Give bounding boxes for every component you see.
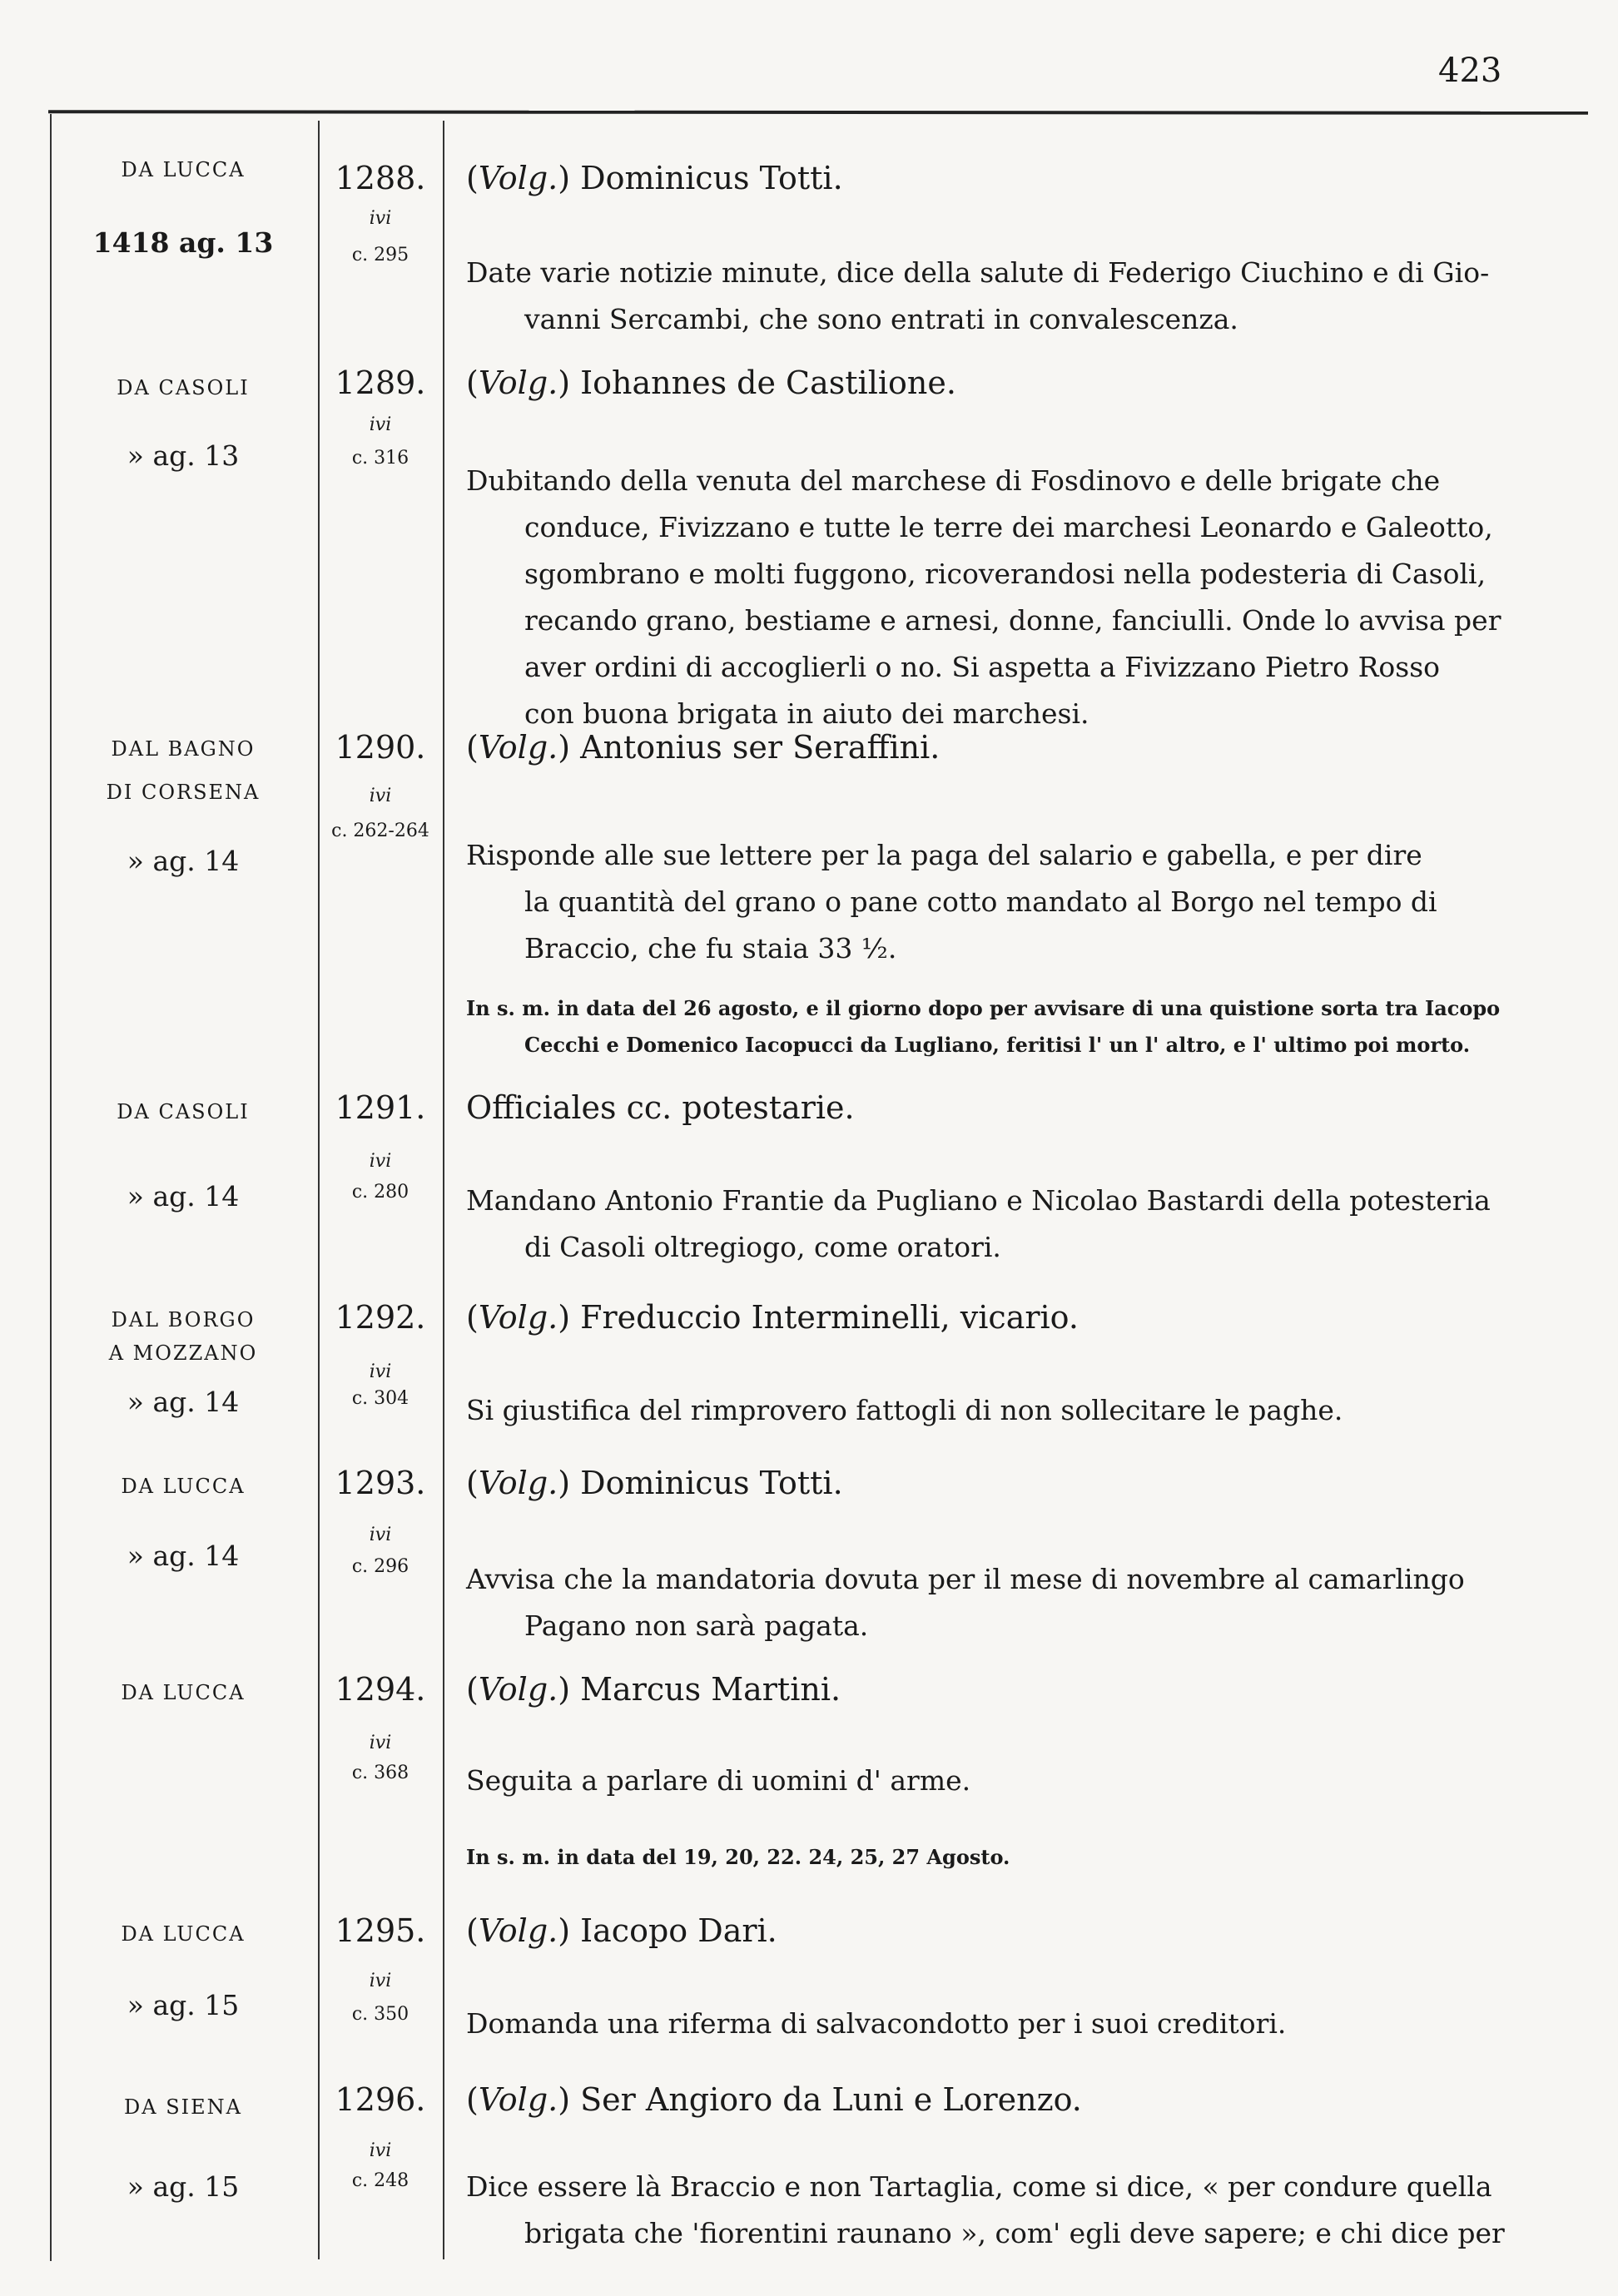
- paren-open: (: [466, 2081, 479, 2118]
- summary-line: conduce, Fivizzano e tutte le terre dei marchesi Leonardo e Galeotto,: [524, 511, 1493, 543]
- entry-ivi: ivi: [369, 2140, 392, 2161]
- volg-label: Volg.: [478, 1912, 558, 1949]
- entry-place: DI CORSENA: [106, 781, 261, 804]
- note-line: Cecchi e Domenico Iacopucci da Lugliano, feritisi l' un l' altro, e l' ultimo poi morto.: [524, 1033, 1471, 1057]
- entry-folio: c. 262-264: [331, 821, 429, 841]
- entry-title: [466, 1671, 841, 1708]
- entry-number: 1293.: [335, 1465, 426, 1501]
- volg-label: Volg.: [478, 2081, 558, 2118]
- entry-number: 1290.: [335, 729, 426, 766]
- paren-close: ): [558, 364, 581, 401]
- entry-summary: [466, 458, 1573, 737]
- entry-summary: [466, 1758, 1573, 1804]
- entry-ivi: ivi: [369, 1361, 392, 1382]
- summary-line: di Casoli oltregiogo, come oratori.: [524, 1231, 1001, 1263]
- entry-date: » ag. 14: [127, 1540, 240, 1572]
- page-number: 423: [1438, 52, 1502, 90]
- volg-label: Volg.: [478, 1671, 558, 1708]
- entry-summary: [466, 832, 1573, 972]
- entry-place: DAL BAGNO: [111, 737, 256, 761]
- summary-line: con buona brigata in aiuto dei marchesi.: [524, 697, 1089, 730]
- entry-number: 1296.: [335, 2081, 426, 2118]
- summary-line: Dice essere là Braccio e non Tartaglia, come si dice, « per condure quella: [466, 2170, 1492, 2203]
- entry-summary: [466, 1556, 1573, 1649]
- entry-author: Dominicus Totti.: [580, 1465, 843, 1501]
- entry-author: Iohannes de Castilione.: [580, 364, 956, 401]
- entry-number: 1291.: [335, 1089, 426, 1126]
- summary-line: Mandano Antonio Frantie da Pugliano e Nicolao Bastardi della potesteria: [466, 1184, 1491, 1217]
- entry-title: [466, 729, 940, 766]
- entry-author: Marcus Martini.: [580, 1671, 841, 1708]
- entry-summary: [466, 1178, 1573, 1271]
- entry-date: » ag. 15: [127, 1989, 240, 2021]
- summary-line: Dubitando della venuta del marchese di Fosdinovo e delle brigate che: [466, 464, 1441, 497]
- entry-place: A MOZZANO: [108, 1341, 258, 1365]
- entry-summary: [466, 2164, 1573, 2257]
- paren-close: ): [558, 1671, 581, 1708]
- entry-author: Officiales cc. potestarie.: [466, 1089, 855, 1126]
- entry-date: » ag. 15: [127, 2170, 240, 2203]
- entry-place: DAL BORGO: [111, 1308, 256, 1331]
- volg-label: Volg.: [478, 729, 558, 766]
- entry-author: Antonius ser Seraffini.: [580, 729, 941, 766]
- summary-line: aver ordini di accoglierli o no. Si aspetta a Fivizzano Pietro Rosso: [524, 651, 1441, 683]
- volg-label: Volg.: [478, 1299, 558, 1336]
- paren-open: (: [466, 1465, 479, 1501]
- paren-close: ): [558, 160, 581, 196]
- entry-date: » ag. 14: [127, 1386, 240, 1418]
- paren-open: (: [466, 1912, 479, 1949]
- entry-number: 1288.: [335, 160, 426, 196]
- entry-note: [466, 1839, 1577, 1876]
- paren-open: (: [466, 364, 479, 401]
- paren-close: ): [558, 1912, 581, 1949]
- entry-date: 1418 ag. 13: [92, 226, 274, 259]
- entry-place: DA CASOLI: [117, 1100, 250, 1123]
- entry-date: » ag. 14: [127, 1180, 240, 1212]
- entry-author: Freduccio Interminelli, vicario.: [580, 1299, 1079, 1336]
- column-border-left: [50, 114, 52, 2261]
- summary-line: sgombrano e molti fuggono, ricoverandosi nella podesteria di Casoli,: [524, 558, 1486, 590]
- header-rule: [48, 110, 1588, 115]
- summary-line: recando grano, bestiame e arnesi, donne, fanciulli. Onde lo avvisa per: [524, 604, 1501, 637]
- entry-date: » ag. 13: [127, 439, 240, 472]
- entry-place: DA CASOLI: [117, 376, 250, 399]
- entry-ivi: ivi: [369, 1733, 392, 1753]
- entry-title: [466, 1299, 1079, 1336]
- entry-place: DA SIENA: [124, 2095, 242, 2119]
- entry-ivi: ivi: [369, 1525, 392, 1545]
- entry-folio: c. 350: [351, 2004, 409, 2025]
- summary-line: Date varie notizie minute, dice della salute di Federigo Ciuchino e di Gio-: [466, 256, 1490, 289]
- entry-summary: [466, 2001, 1573, 2047]
- entry-ivi: ivi: [369, 414, 392, 435]
- entry-summary: [466, 1387, 1573, 1434]
- entry-title: [466, 1465, 843, 1501]
- entry-folio: c. 304: [351, 1388, 409, 1409]
- paren-close: ): [558, 1299, 581, 1336]
- entry-title: [466, 2081, 1082, 2118]
- volg-label: Volg.: [478, 364, 558, 401]
- paren-open: (: [466, 160, 479, 196]
- entry-folio: c. 296: [351, 1556, 409, 1577]
- entry-number: 1289.: [335, 364, 426, 401]
- paren-open: (: [466, 1299, 479, 1336]
- entry-title: [466, 160, 843, 196]
- entry-ivi: ivi: [369, 1971, 392, 1991]
- summary-line: Risponde alle sue lettere per la paga del salario e gabella, e per dire: [466, 839, 1422, 871]
- summary-line: Avvisa che la mandatoria dovuta per il mese di novembre al camarlingo: [466, 1563, 1465, 1595]
- column-divider-place: [318, 121, 320, 2259]
- entry-ivi: ivi: [369, 1151, 392, 1172]
- paren-close: ): [558, 2081, 581, 2118]
- entry-folio: c. 248: [351, 2170, 409, 2191]
- note-line: In s. m. in data del 26 agosto, e il giorno dopo per avvisare di una quistione sorta tra Iacopo: [466, 996, 1501, 1020]
- entry-note: [466, 990, 1577, 1064]
- entry-ivi: ivi: [369, 786, 392, 806]
- entry-author: Iacopo Dari.: [580, 1912, 777, 1949]
- entry-number: 1294.: [335, 1671, 426, 1708]
- paren-open: (: [466, 729, 479, 766]
- entry-place: DA LUCCA: [121, 1475, 246, 1498]
- entry-ivi: ivi: [369, 208, 392, 229]
- summary-line: Pagano non sarà pagata.: [524, 1609, 869, 1642]
- summary-line: Si giustifica del rimprovero fattogli di non sollecitare le paghe.: [466, 1394, 1343, 1426]
- note-line: In s. m. in data del 19, 20, 22. 24, 25, 27 Agosto.: [466, 1845, 1010, 1869]
- entry-folio: c. 280: [351, 1182, 409, 1203]
- entry-title: [466, 1912, 777, 1949]
- summary-line: Braccio, che fu staia 33 ½.: [524, 932, 897, 965]
- summary-line: la quantità del grano o pane cotto mandato al Borgo nel tempo di: [524, 885, 1437, 918]
- summary-line: Seguita a parlare di uomini d' arme.: [466, 1764, 971, 1797]
- entry-author: Ser Angioro da Luni e Lorenzo.: [580, 2081, 1082, 2118]
- volg-label: Volg.: [478, 1465, 558, 1501]
- entry-folio: c. 368: [351, 1763, 409, 1783]
- entry-folio: c. 295: [351, 245, 409, 265]
- entry-place: DA LUCCA: [121, 1922, 246, 1946]
- entry-number: 1292.: [335, 1299, 426, 1336]
- paren-close: ): [558, 1465, 581, 1501]
- summary-line: Domanda una riferma di salvacondotto per i suoi creditori.: [466, 2007, 1287, 2040]
- column-divider-number: [443, 121, 444, 2259]
- summary-line: vanni Sercambi, che sono entrati in convalescenza.: [524, 303, 1238, 335]
- paren-close: ): [558, 729, 581, 766]
- entry-place: DA LUCCA: [121, 158, 246, 181]
- volg-label: Volg.: [478, 160, 558, 196]
- entry-place: DA LUCCA: [121, 1681, 246, 1704]
- entry-author: Dominicus Totti.: [580, 160, 843, 196]
- entry-date: » ag. 14: [127, 845, 240, 877]
- paren-open: (: [466, 1671, 479, 1708]
- entry-summary: [466, 250, 1573, 343]
- entry-number: 1295.: [335, 1912, 426, 1949]
- entry-title: [466, 1089, 855, 1126]
- summary-line: brigata che 'fiorentini raunano », com' egli deve sapere; e chi dice per: [524, 2217, 1505, 2249]
- entry-title: [466, 364, 956, 401]
- entry-folio: c. 316: [351, 448, 409, 469]
